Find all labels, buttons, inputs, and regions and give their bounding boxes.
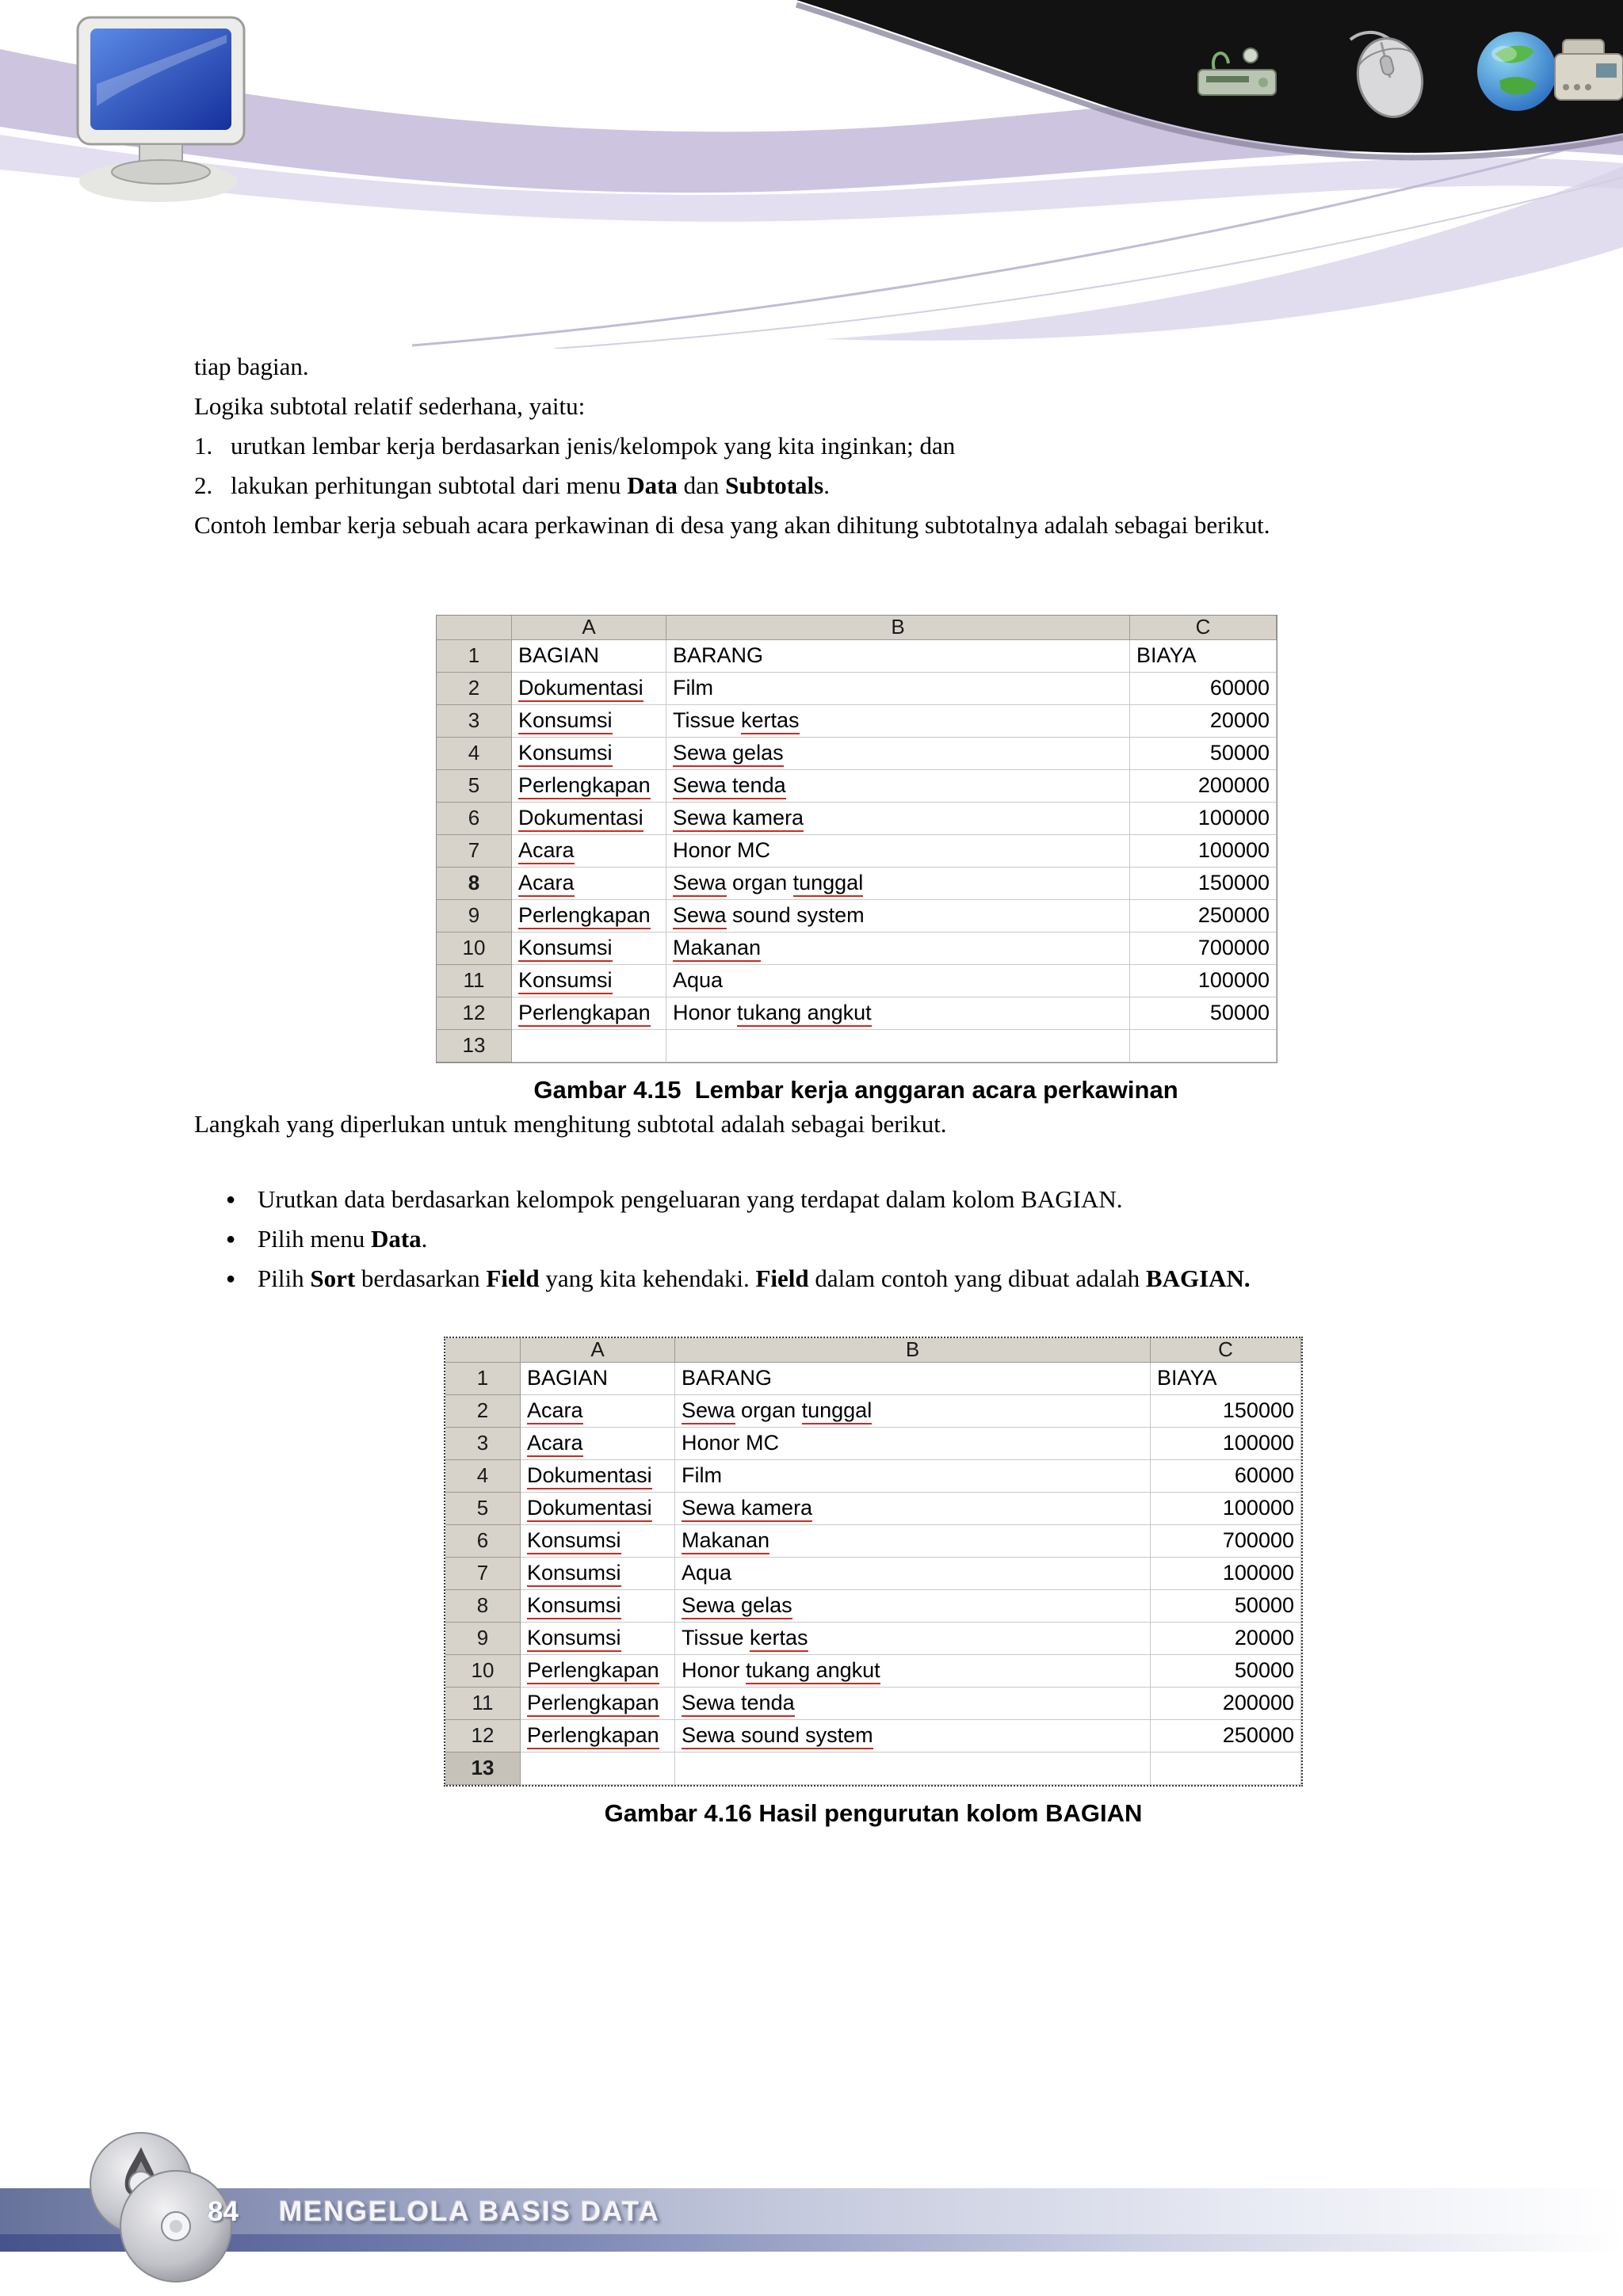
bullet-item-text: [258, 1180, 1399, 1219]
sheet-row-number: 11: [445, 1688, 521, 1720]
spellcheck-underlined-text: tunggal: [802, 1398, 873, 1425]
bold-text: BAGIAN.: [1145, 1264, 1251, 1292]
spellcheck-underlined-text: tukang angkut: [737, 1001, 872, 1027]
sheet-cell: [521, 1720, 675, 1753]
sheet-cell: Aqua: [675, 1558, 1151, 1590]
sheet-cell: 20000: [1130, 705, 1277, 738]
spellcheck-underlined-text: Dokumentasi: [518, 806, 643, 832]
spellcheck-underlined-text: Perlengkapan: [518, 1001, 651, 1027]
sheet-cell: BAGIAN: [521, 1363, 675, 1395]
sheet-cell: 150000: [1151, 1395, 1301, 1428]
sheet-cell: [521, 1655, 675, 1688]
sheet-cell: [512, 933, 666, 965]
sheet-row: [445, 1720, 1301, 1753]
list-item: [194, 426, 1399, 466]
spellcheck-underlined-text: Konsumsi: [518, 968, 613, 994]
sheet-corner-cell: [445, 1338, 521, 1363]
list-item: [194, 466, 1399, 505]
sheet-cell: [675, 1753, 1151, 1785]
figure-caption-2: Gambar 4.16 Hasil pengurutan kolom BAGIAN: [604, 1799, 1143, 1827]
text-segment: urutkan lembar kerja berdasarkan jenis/kelompok yang kita inginkan; dan: [231, 432, 956, 460]
sheet-cell: [675, 1688, 1151, 1720]
sheet-cell: Film: [666, 673, 1130, 705]
list-item-text: [231, 426, 1399, 466]
sheet-row: [445, 1623, 1301, 1655]
bold-text: Subtotals: [725, 471, 824, 499]
sheet-column-header-row: [437, 616, 1277, 640]
spellcheck-underlined-text: Perlengkapan: [527, 1658, 659, 1684]
sheet-row: [437, 835, 1277, 868]
sheet-cell: [512, 835, 666, 868]
sheet-cell: [521, 1753, 675, 1785]
sheet-row: [437, 997, 1277, 1030]
sheet-cell: 100000: [1151, 1558, 1301, 1590]
bullet-icon: ●: [226, 1191, 236, 1208]
sheet-cell: BARANG: [675, 1363, 1151, 1395]
spreadsheet-figure-1: [436, 615, 1276, 1104]
sheet-cell: [512, 965, 666, 997]
sheet-cell: 150000: [1130, 868, 1277, 900]
bold-text: Sort: [310, 1264, 356, 1292]
sheet-cell: [521, 1623, 675, 1655]
header-decoration: [0, 0, 1623, 349]
bullet-icon: ●: [226, 1230, 236, 1248]
spellcheck-underlined-text: Perlengkapan: [527, 1723, 659, 1749]
sheet-row: [437, 803, 1277, 835]
spellcheck-underlined-text: Konsumsi: [518, 708, 613, 734]
sheet-cell: 60000: [1130, 673, 1277, 705]
sheet-row-number: 3: [437, 705, 512, 738]
footer-title: MENGELOLA BASIS DATA: [279, 2196, 660, 2227]
spellcheck-underlined-text: Makanan: [673, 936, 761, 962]
paragraph-tiap-bagian: tiap bagian.: [194, 353, 309, 380]
sheet-cell: [521, 1688, 675, 1720]
sheet-row-number: 10: [437, 933, 512, 965]
sheet-row: [437, 705, 1277, 738]
spellcheck-underlined-text: Konsumsi: [518, 936, 613, 962]
sheet-row: [437, 965, 1277, 997]
spellcheck-underlined-text: Acara: [518, 871, 575, 897]
spellcheck-underlined-text: Sewa gelas: [682, 1593, 792, 1619]
sheet-cell: [512, 900, 666, 933]
sheet-cell: 100000: [1130, 965, 1277, 997]
spellcheck-underlined-text: Perlengkapan: [518, 773, 651, 799]
sheet-row: [445, 1525, 1301, 1558]
sheet-row: [437, 933, 1277, 965]
sheet-row-number: 7: [445, 1558, 521, 1590]
spellcheck-underlined-text: Sewa: [673, 871, 727, 897]
sheet-cell: [675, 1395, 1151, 1428]
sheet-row-number: 4: [445, 1460, 521, 1493]
bold-text: Data: [627, 471, 678, 499]
sheet-cell: [675, 1590, 1151, 1623]
spellcheck-underlined-text: tukang angkut: [746, 1658, 880, 1684]
sheet-row: [445, 1558, 1301, 1590]
sheet-cell: BAGIAN: [512, 640, 666, 673]
sheet-cell: [512, 673, 666, 705]
sheet-row-number: 2: [445, 1395, 521, 1428]
sheet-column-letter: C: [1130, 616, 1277, 640]
spellcheck-underlined-text: Konsumsi: [527, 1528, 621, 1554]
spellcheck-underlined-text: Sewa tenda: [673, 773, 786, 799]
sheet-cell: 700000: [1130, 933, 1277, 965]
sheet-corner-cell: [437, 616, 512, 640]
sheet-cell: 100000: [1130, 803, 1277, 835]
sheet-cell: [675, 1525, 1151, 1558]
sheet-cell: [666, 933, 1130, 965]
bullet-list: [194, 1180, 1399, 1299]
sheet-cell: [666, 997, 1130, 1030]
spellcheck-underlined-text: Konsumsi: [527, 1593, 621, 1619]
figure-caption-1: Gambar 4.15 Lembar kerja anggaran acara perkawinan: [533, 1076, 1178, 1104]
spellcheck-underlined-text: Sewa: [673, 903, 727, 929]
sheet-row-number: 6: [437, 803, 512, 835]
sheet-cell: [675, 1720, 1151, 1753]
text-segment: Urutkan data berdasarkan kelompok pengeluaran yang terdapat dalam kolom BAGIAN.: [258, 1185, 1123, 1213]
bold-text: Data: [370, 1225, 422, 1253]
sheet-row-number: 9: [437, 900, 512, 933]
sheet-cell: [1130, 1030, 1277, 1062]
sheet-row-number: 4: [437, 738, 512, 770]
sheet-cell: 250000: [1130, 900, 1277, 933]
sheet-row-number: 13: [445, 1753, 521, 1785]
sheet-cell: 50000: [1151, 1655, 1301, 1688]
sheet-cell: [666, 738, 1130, 770]
cell-text: sound system: [726, 903, 865, 927]
sheet-row: [437, 673, 1277, 705]
spellcheck-underlined-text: Konsumsi: [527, 1561, 621, 1587]
sheet-cell: [512, 997, 666, 1030]
text-segment: dalam contoh yang dibuat adalah: [808, 1264, 1146, 1292]
cell-text: Honor: [682, 1658, 747, 1682]
list-marker: 2.: [194, 471, 213, 499]
paragraph-contoh: Contoh lembar kerja sebuah acara perkawinan di desa yang akan dihitung subtotalnya adalah sebagai berikut.: [194, 511, 1270, 539]
cell-text: Tissue: [673, 708, 742, 732]
spreadsheet-figure-2: [444, 1337, 1303, 1828]
sheet-row-number: 9: [445, 1623, 521, 1655]
sheet-row-number: 5: [437, 770, 512, 803]
sheet-row-number: 5: [445, 1493, 521, 1525]
sheet-row-number: 1: [445, 1363, 521, 1395]
sheet-cell: [1151, 1753, 1301, 1785]
spreadsheet-2: [444, 1337, 1303, 1787]
spellcheck-underlined-text: Dokumentasi: [527, 1496, 652, 1522]
spellcheck-underlined-text: Dokumentasi: [518, 676, 643, 702]
sheet-cell: [512, 1030, 666, 1062]
sheet-row: [445, 1493, 1301, 1525]
sheet-cell: 100000: [1151, 1428, 1301, 1460]
cell-text: Honor: [673, 1001, 738, 1024]
sheet-cell: Honor MC: [675, 1428, 1151, 1460]
text-segment: yang kita kehendaki.: [539, 1264, 756, 1292]
bullet-item: [194, 1219, 1399, 1259]
paragraph-langkah: Langkah yang diperlukan untuk menghitung subtotal adalah sebagai berikut.: [194, 1110, 947, 1138]
spellcheck-underlined-text: kertas: [750, 1626, 808, 1652]
sheet-cell: [521, 1395, 675, 1428]
sheet-cell: [675, 1655, 1151, 1688]
sheet-cell: Film: [675, 1460, 1151, 1493]
sheet-cell: [666, 900, 1130, 933]
spellcheck-underlined-text: Sewa sound system: [682, 1723, 873, 1749]
sheet-row: [437, 900, 1277, 933]
computer-icon: [78, 17, 244, 202]
text-segment: lakukan perhitungan subtotal dari menu: [231, 471, 628, 499]
sheet-cell: [521, 1525, 675, 1558]
spellcheck-underlined-text: tunggal: [793, 871, 864, 897]
sheet-cell: [512, 705, 666, 738]
spellcheck-underlined-text: Sewa kamera: [673, 806, 804, 832]
sheet-row-number: 8: [437, 868, 512, 900]
spellcheck-underlined-text: Perlengkapan: [527, 1691, 659, 1717]
sheet-cell: BIAYA: [1130, 640, 1277, 673]
sheet-cell: [666, 868, 1130, 900]
bullet-item-text: [258, 1259, 1399, 1299]
sheet-row: [445, 1363, 1301, 1395]
sheet-cell: 100000: [1151, 1493, 1301, 1525]
sheet-cell: [521, 1590, 675, 1623]
sheet-cell: [521, 1558, 675, 1590]
sheet-cell: 200000: [1151, 1688, 1301, 1720]
sheet-cell: [675, 1493, 1151, 1525]
spellcheck-underlined-text: Acara: [518, 838, 575, 864]
sheet-row-number: 13: [437, 1030, 512, 1062]
sheet-cell: 50000: [1130, 738, 1277, 770]
sheet-row: [437, 1030, 1277, 1062]
bold-text: Field: [486, 1264, 540, 1292]
sheet-row-number: 12: [437, 997, 512, 1030]
bullet-item-text: [258, 1219, 1399, 1259]
sheet-cell: 100000: [1130, 835, 1277, 868]
sheet-column-letter: A: [512, 616, 666, 640]
sheet-row: [445, 1395, 1301, 1428]
cell-text: Tissue: [682, 1626, 750, 1650]
sheet-cell: 50000: [1151, 1590, 1301, 1623]
sheet-cell: [666, 705, 1130, 738]
sheet-row: [437, 868, 1277, 900]
sheet-row: [445, 1655, 1301, 1688]
sheet-column-header-row: [445, 1338, 1301, 1363]
sheet-column-letter: C: [1151, 1338, 1301, 1363]
sheet-column-letter: B: [675, 1338, 1151, 1363]
list-item-text: [231, 466, 1399, 505]
sheet-column-letter: B: [666, 616, 1130, 640]
sheet-cell: 200000: [1130, 770, 1277, 803]
sheet-cell: [521, 1428, 675, 1460]
sheet-row-number: 11: [437, 965, 512, 997]
bullet-item: [194, 1259, 1399, 1299]
text-segment: .: [421, 1225, 428, 1253]
list-marker: 1.: [194, 432, 213, 460]
globe-icon: [1477, 32, 1556, 111]
sheet-row-number: 1: [437, 640, 512, 673]
sheet-row-number: 3: [445, 1428, 521, 1460]
text-segment: Pilih: [258, 1264, 311, 1292]
spellcheck-underlined-text: kertas: [741, 708, 800, 734]
sheet-row: [445, 1460, 1301, 1493]
sheet-cell: [521, 1460, 675, 1493]
paragraph-logika: Logika subtotal relatif sederhana, yaitu:: [194, 392, 586, 420]
spellcheck-underlined-text: Acara: [527, 1398, 583, 1425]
sheet-row-number: 8: [445, 1590, 521, 1623]
sheet-row: [445, 1688, 1301, 1720]
sheet-cell: [666, 1030, 1130, 1062]
sheet-row-number: 10: [445, 1655, 521, 1688]
spellcheck-underlined-text: Konsumsi: [518, 741, 613, 767]
spellcheck-underlined-text: Dokumentasi: [527, 1463, 652, 1489]
text-segment: Pilih menu: [258, 1225, 371, 1253]
sheet-cell: 50000: [1130, 997, 1277, 1030]
sheet-row: [437, 738, 1277, 770]
sheet-cell: [675, 1623, 1151, 1655]
sheet-row: [445, 1428, 1301, 1460]
spellcheck-underlined-text: Konsumsi: [527, 1626, 621, 1652]
cell-text: organ: [726, 871, 793, 894]
sheet-cell: [666, 803, 1130, 835]
sheet-cell: 250000: [1151, 1720, 1301, 1753]
sheet-cell: BARANG: [666, 640, 1130, 673]
sheet-row-number: 7: [437, 835, 512, 868]
sheet-row: [437, 770, 1277, 803]
cell-text: organ: [735, 1398, 802, 1422]
sheet-cell: [512, 803, 666, 835]
sheet-row: [445, 1753, 1301, 1785]
sheet-column-letter: A: [521, 1338, 675, 1363]
sheet-row-number: 6: [445, 1525, 521, 1558]
spellcheck-underlined-text: Sewa tenda: [682, 1691, 795, 1717]
sheet-row: [437, 640, 1277, 673]
sheet-cell: 60000: [1151, 1460, 1301, 1493]
sheet-cell: [512, 770, 666, 803]
spellcheck-underlined-text: Sewa kamera: [682, 1496, 812, 1522]
spellcheck-underlined-text: Perlengkapan: [518, 903, 651, 929]
sheet-cell: 20000: [1151, 1623, 1301, 1655]
spellcheck-underlined-text: Sewa gelas: [673, 741, 784, 767]
spellcheck-underlined-text: Acara: [527, 1431, 583, 1457]
text-segment: berdasarkan: [355, 1264, 487, 1292]
sheet-cell: [666, 770, 1130, 803]
bullet-icon: ●: [226, 1270, 236, 1287]
spreadsheet-1: [436, 615, 1277, 1063]
sheet-cell: Aqua: [666, 965, 1130, 997]
sheet-cell: Honor MC: [666, 835, 1130, 868]
bold-text: Field: [755, 1264, 809, 1292]
sheet-row-number: 2: [437, 673, 512, 705]
text-segment: .: [823, 471, 830, 499]
text-segment: dan: [677, 471, 726, 499]
sheet-cell: 700000: [1151, 1525, 1301, 1558]
spellcheck-underlined-text: Sewa: [682, 1398, 735, 1425]
numbered-list: [194, 426, 1399, 505]
bullet-item: [194, 1180, 1399, 1219]
spellcheck-underlined-text: Makanan: [682, 1528, 769, 1554]
sheet-cell: [512, 738, 666, 770]
sheet-cell: [521, 1493, 675, 1525]
sheet-row: [445, 1590, 1301, 1623]
sheet-row-number: 12: [445, 1720, 521, 1753]
sheet-cell: [512, 868, 666, 900]
page-number: 84: [208, 2196, 239, 2227]
sheet-cell: BIAYA: [1151, 1363, 1301, 1395]
page-content: [194, 347, 1399, 1828]
